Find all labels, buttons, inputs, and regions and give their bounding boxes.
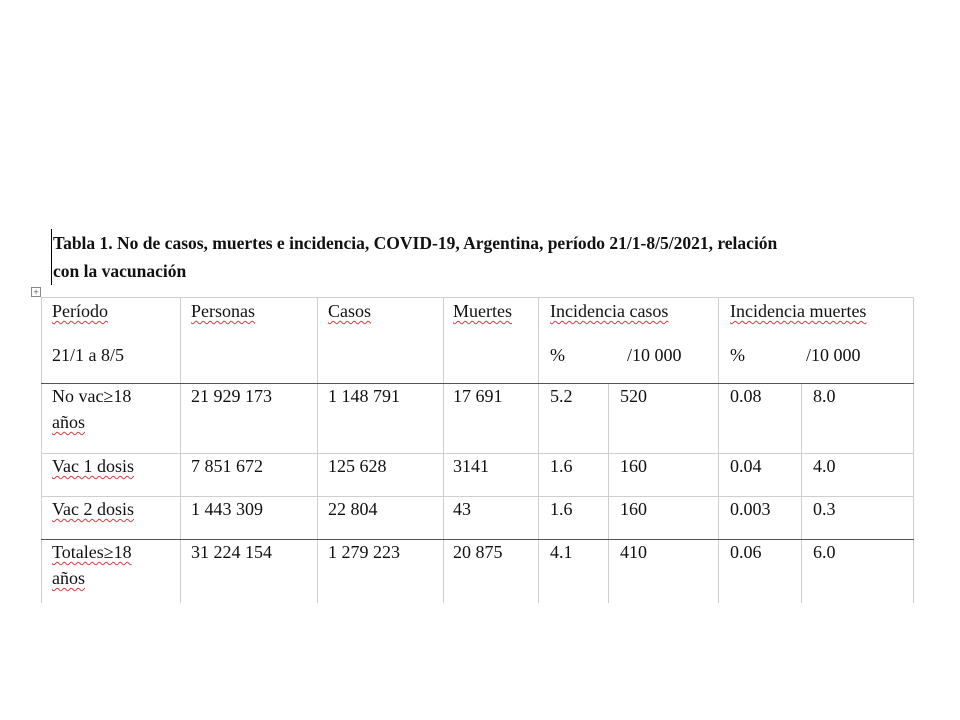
row-3-ic-pct: 1.6 [550,499,573,519]
row-1-muertes: 17 691 [453,386,503,406]
header-incidencia-muertes-pct: % [730,345,745,365]
header-incidencia-casos-per: /10 000 [627,345,682,365]
row-2-im-per: 4.0 [813,456,836,476]
row-4-im-per: 6.0 [813,542,836,562]
header-incidencia-muertes-per: /10 000 [806,345,861,365]
row-4-personas: 31 224 154 [191,542,272,562]
row-2-im-pct: 0.04 [730,456,762,476]
row-2-casos: 125 628 [328,456,387,476]
header-casos: Casos [328,301,372,321]
row-3-im-per: 0.3 [813,499,836,519]
header-incidencia-casos-pct: % [550,345,565,365]
row-1-casos: 1 148 791 [328,386,400,406]
row-4-periodo-line2: años [52,568,85,588]
table-move-handle-icon[interactable]: + [31,287,41,297]
row-3-casos: 22 804 [328,499,378,519]
row-4-im-pct: 0.06 [730,542,762,562]
caption-line-1: Tabla 1. No de casos, muertes e incidencia, COVID-19, Argentina, período 21/1-8/5/2021, relación [53,233,778,253]
data-table [41,297,914,603]
row-1-im-pct: 0.08 [730,386,762,406]
row-4-muertes: 20 875 [453,542,503,562]
header-muertes: Muertes [453,301,512,321]
row-2-ic-per: 160 [620,456,647,476]
row-4-casos: 1 279 223 [328,542,400,562]
row-4-ic-per: 410 [620,542,647,562]
row-1-periodo-line2: años [52,412,85,432]
row-3-ic-per: 160 [620,499,647,519]
row-4-periodo: Totales≥18 [52,542,132,562]
header-periodo-range: 21/1 a 8/5 [52,345,124,365]
row-2-ic-pct: 1.6 [550,456,573,476]
row-1-ic-pct: 5.2 [550,386,573,406]
row-2-personas: 7 851 672 [191,456,263,476]
row-1-periodo: No vac≥18 [52,386,132,406]
row-4-ic-pct: 4.1 [550,542,573,562]
row-1-personas: 21 929 173 [191,386,272,406]
row-1-im-per: 8.0 [813,386,836,406]
row-1-ic-per: 520 [620,386,647,406]
row-3-periodo: Vac 2 dosis [52,499,134,519]
row-3-im-pct: 0.003 [730,499,771,519]
header-incidencia-muertes: Incidencia muertes [730,301,867,321]
caption-line-2: con la vacunación [53,261,187,281]
header-periodo: Período [52,301,108,321]
row-2-muertes: 3141 [453,456,489,476]
header-incidencia-casos: Incidencia casos [550,301,669,321]
row-3-personas: 1 443 309 [191,499,263,519]
table-caption [51,229,953,285]
row-2-periodo: Vac 1 dosis [52,456,134,476]
row-3-muertes: 43 [453,499,471,519]
header-personas: Personas [191,301,255,321]
